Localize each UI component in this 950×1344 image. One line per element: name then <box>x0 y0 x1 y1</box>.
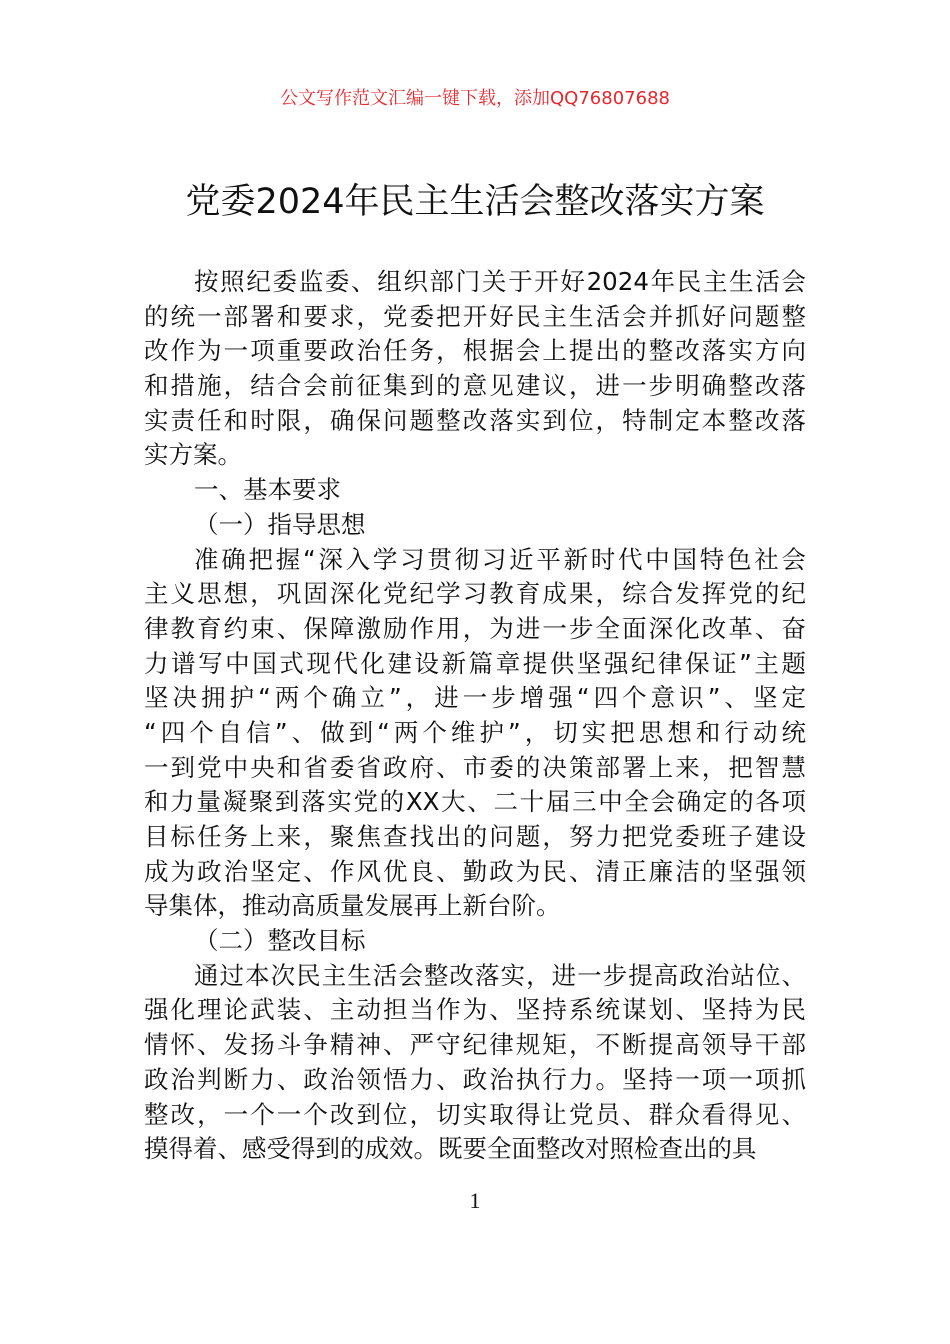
text-line: 主义思想，巩固深化党纪学习教育成果，综合发挥党的纪 <box>144 579 806 609</box>
document-title: 党委2024年民主生活会整改落实方案 <box>185 182 765 222</box>
text-line: 律教育约束、保障激励作用，为进一步全面深化改革、奋 <box>144 613 806 643</box>
paragraph <box>144 924 806 959</box>
text-line: 改作为一项重要政治任务，根据会上提出的整改落实方向 <box>144 336 806 366</box>
page-number: 1 <box>469 1188 481 1213</box>
text-line: 摸得着、感受得到的成效。既要全面整改对照检查出的具 <box>144 1134 757 1164</box>
text-line: 一、基本要求 <box>194 475 341 505</box>
paragraph <box>144 265 806 473</box>
text-line: 实方案。 <box>144 440 242 470</box>
text-line: 强化理论武装、主动担当作为、坚持系统谋划、坚持为民 <box>144 995 806 1025</box>
text-line: 一到党中央和省委省政府、市委的决策部署上来，把智慧 <box>144 752 806 782</box>
document-body <box>144 265 806 1167</box>
text-line: 按照纪委监委、组织部门关于开好2024年民主生活会 <box>194 267 806 296</box>
text-line: 的统一部署和要求，党委把开好民主生活会并抓好问题整 <box>144 301 806 331</box>
paragraph <box>144 543 806 925</box>
text-line: 成为政治坚定、作风优良、勤政为民、清正廉洁的坚强领 <box>144 856 806 886</box>
text-line: 通过本次民主生活会整改落实，进一步提高政治站位、 <box>194 960 806 990</box>
paragraph <box>144 959 806 1167</box>
text-line: 力谱写中国式现代化建设新篇章提供坚强纪律保证”主题 <box>144 648 806 678</box>
text-line: 和措施，结合会前征集到的意见建议，进一步明确整改落 <box>144 371 806 401</box>
text-line: 情怀、发扬斗争精神、严守纪律规矩，不断提高领导干部 <box>144 1030 806 1060</box>
paragraph <box>144 508 806 543</box>
watermark-header: 公文写作范文汇编一键下载，添加QQ76807688 <box>280 88 670 109</box>
text-line: 和力量凝聚到落实党的XX大、二十届三中全会确定的各项 <box>144 787 806 817</box>
text-line: 导集体，推动高质量发展再上新台阶。 <box>144 891 561 921</box>
text-line: 政治判断力、政治领悟力、政治执行力。坚持一项一项抓 <box>144 1064 806 1094</box>
text-line: 坚决拥护“两个确立”，进一步增强“四个意识”、坚定 <box>144 683 806 713</box>
text-line: 整改，一个一个改到位，切实取得让党员、群众看得见、 <box>144 1099 806 1129</box>
text-line: 目标任务上来，聚焦查找出的问题，努力把党委班子建设 <box>144 822 806 851</box>
paragraph <box>144 473 806 508</box>
text-line: （一）指导思想 <box>194 509 366 539</box>
text-line: 准确把握“深入学习贯彻习近平新时代中国特色社会 <box>194 544 806 574</box>
text-line: “四个自信”、做到“两个维护”，切实把思想和行动统 <box>144 717 806 747</box>
text-line: 实责任和时限，确保问题整改落实到位，特制定本整改落 <box>144 405 806 435</box>
text-line: （二）整改目标 <box>194 926 366 956</box>
